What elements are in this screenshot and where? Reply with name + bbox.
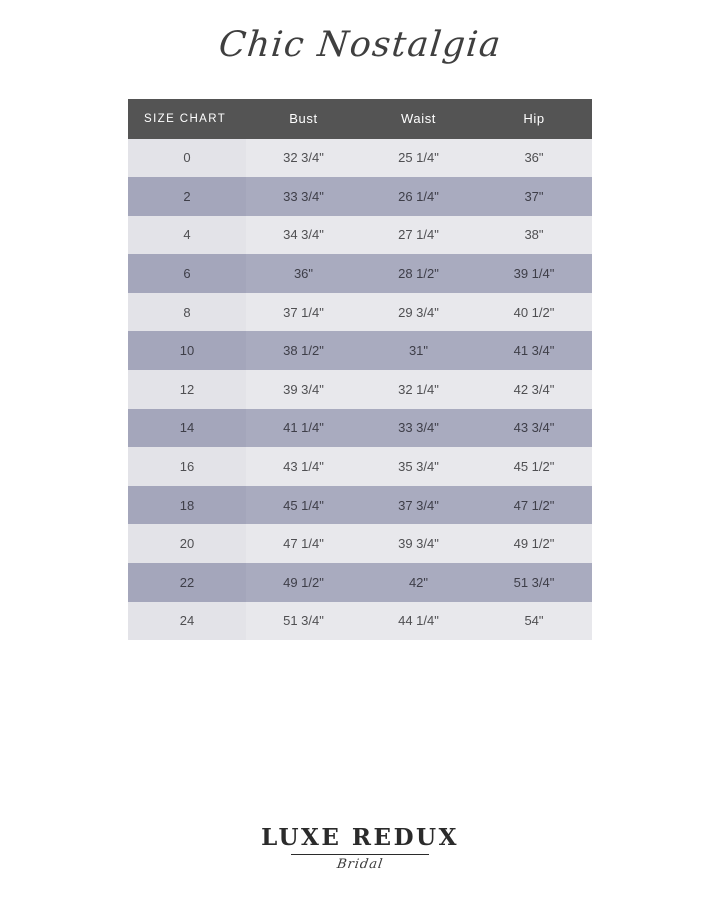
cell-size: 22 bbox=[128, 563, 246, 602]
table-row bbox=[128, 409, 592, 448]
cell-hip: 40 1/2" bbox=[476, 293, 592, 332]
cell-size: 4 bbox=[128, 216, 246, 255]
cell-waist: 28 1/2" bbox=[361, 254, 476, 293]
cell-hip: 36" bbox=[476, 139, 592, 178]
table-row bbox=[128, 216, 592, 255]
cell-waist: 31" bbox=[361, 331, 476, 370]
table-row bbox=[128, 177, 592, 216]
table-row bbox=[128, 139, 592, 178]
cell-hip: 38" bbox=[476, 216, 592, 255]
cell-size: 12 bbox=[128, 370, 246, 409]
cell-bust: 38 1/2" bbox=[246, 331, 361, 370]
cell-hip: 41 3/4" bbox=[476, 331, 592, 370]
cell-waist: 42" bbox=[361, 563, 476, 602]
footer-brand-name: LUXE REDUX bbox=[261, 824, 459, 851]
cell-waist: 39 3/4" bbox=[361, 524, 476, 563]
cell-hip: 49 1/2" bbox=[476, 524, 592, 563]
table-row bbox=[128, 331, 592, 370]
cell-bust: 34 3/4" bbox=[246, 216, 361, 255]
cell-waist: 44 1/4" bbox=[361, 602, 476, 641]
table-row bbox=[128, 563, 592, 602]
cell-waist: 32 1/4" bbox=[361, 370, 476, 409]
cell-size: 10 bbox=[128, 331, 246, 370]
table-row bbox=[128, 447, 592, 486]
table-row bbox=[128, 254, 592, 293]
table-header-row bbox=[128, 99, 592, 139]
cell-size: 18 bbox=[128, 486, 246, 525]
footer-brand-tagline: Bridal bbox=[335, 857, 385, 872]
table-body bbox=[128, 139, 592, 641]
cell-bust: 49 1/2" bbox=[246, 563, 361, 602]
cell-bust: 43 1/4" bbox=[246, 447, 361, 486]
cell-hip: 39 1/4" bbox=[476, 254, 592, 293]
cell-bust: 41 1/4" bbox=[246, 409, 361, 448]
cell-waist: 29 3/4" bbox=[361, 293, 476, 332]
cell-size: 16 bbox=[128, 447, 246, 486]
cell-hip: 43 3/4" bbox=[476, 409, 592, 448]
cell-bust: 39 3/4" bbox=[246, 370, 361, 409]
cell-bust: 36" bbox=[246, 254, 361, 293]
cell-hip: 45 1/2" bbox=[476, 447, 592, 486]
size-chart-table bbox=[128, 99, 592, 641]
cell-waist: 27 1/4" bbox=[361, 216, 476, 255]
table-header bbox=[128, 99, 592, 139]
cell-bust: 51 3/4" bbox=[246, 602, 361, 641]
cell-bust: 47 1/4" bbox=[246, 524, 361, 563]
cell-hip: 37" bbox=[476, 177, 592, 216]
column-header-bust: Bust bbox=[246, 99, 361, 139]
cell-waist: 26 1/4" bbox=[361, 177, 476, 216]
cell-hip: 42 3/4" bbox=[476, 370, 592, 409]
cell-size: 14 bbox=[128, 409, 246, 448]
table-row bbox=[128, 370, 592, 409]
cell-size: 8 bbox=[128, 293, 246, 332]
table-row bbox=[128, 486, 592, 525]
column-header-waist: Waist bbox=[361, 99, 476, 139]
cell-waist: 35 3/4" bbox=[361, 447, 476, 486]
cell-waist: 25 1/4" bbox=[361, 139, 476, 178]
column-header-size: SIZE CHART bbox=[128, 99, 246, 139]
page-title: Chic Nostalgia bbox=[216, 25, 504, 65]
table-row bbox=[128, 602, 592, 641]
cell-waist: 37 3/4" bbox=[361, 486, 476, 525]
table-row bbox=[128, 293, 592, 332]
cell-bust: 33 3/4" bbox=[246, 177, 361, 216]
cell-size: 24 bbox=[128, 602, 246, 641]
cell-bust: 37 1/4" bbox=[246, 293, 361, 332]
cell-bust: 32 3/4" bbox=[246, 139, 361, 178]
cell-hip: 51 3/4" bbox=[476, 563, 592, 602]
cell-size: 20 bbox=[128, 524, 246, 563]
table-row bbox=[128, 524, 592, 563]
cell-size: 2 bbox=[128, 177, 246, 216]
cell-hip: 47 1/2" bbox=[476, 486, 592, 525]
cell-bust: 45 1/4" bbox=[246, 486, 361, 525]
size-chart-container bbox=[128, 99, 592, 641]
column-header-hip: Hip bbox=[476, 99, 592, 139]
footer-divider bbox=[291, 854, 429, 855]
cell-size: 0 bbox=[128, 139, 246, 178]
cell-waist: 33 3/4" bbox=[361, 409, 476, 448]
cell-size: 6 bbox=[128, 254, 246, 293]
footer-logo bbox=[0, 826, 720, 872]
cell-hip: 54" bbox=[476, 602, 592, 641]
